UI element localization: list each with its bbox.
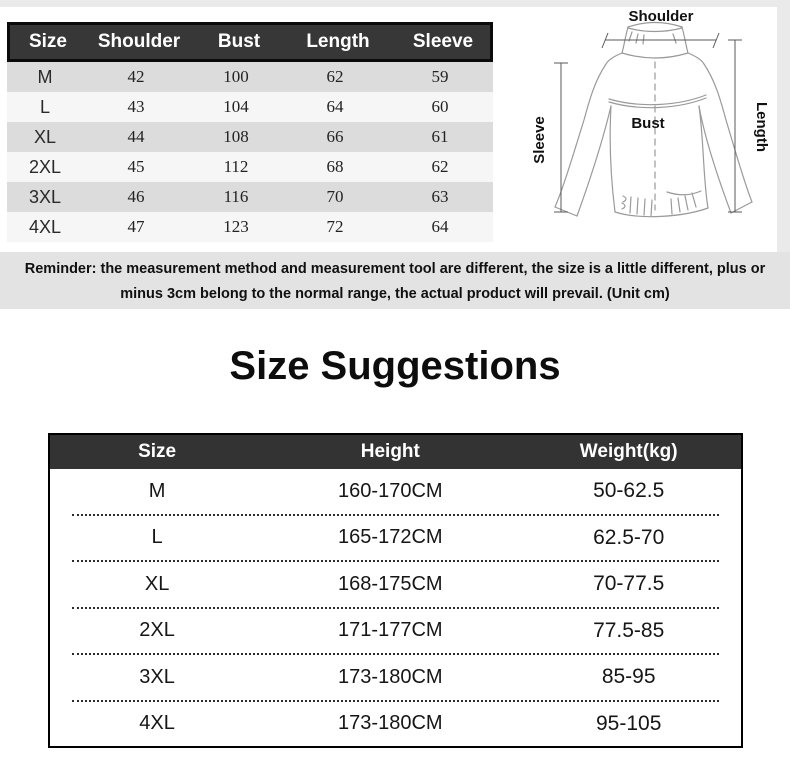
weight-value: 95-105	[595, 711, 662, 735]
height-value: 173-180CM	[338, 712, 443, 735]
size-value: 3XL	[28, 186, 62, 207]
bust-value: 112	[223, 157, 249, 176]
weight-value: 77.5-85	[593, 618, 665, 642]
col-size: Size	[28, 31, 68, 52]
length-value: 64	[326, 97, 344, 116]
sleeve-value: 62	[431, 157, 449, 176]
sleeve-value: 61	[431, 127, 449, 146]
shoulder-value: 46	[127, 187, 145, 206]
size-value: 2XL	[139, 619, 175, 642]
bust-value: 123	[223, 217, 249, 236]
suggestions-table-body	[50, 469, 741, 746]
bust-value: 104	[223, 97, 249, 116]
page-title: Size Suggestions	[229, 344, 561, 388]
table-row	[50, 609, 741, 654]
diagram-sleeve-label: Sleeve	[531, 116, 548, 164]
height-value: 173-180CM	[338, 665, 443, 688]
height-value: 171-177CM	[338, 619, 443, 642]
table-row	[7, 152, 493, 182]
length-value: 68	[326, 157, 344, 176]
bust-value: 116	[223, 187, 249, 206]
shoulder-value: 42	[127, 67, 145, 86]
size-value: XL	[144, 572, 170, 595]
length-value: 62	[326, 67, 344, 86]
bust-value: 100	[223, 67, 249, 86]
size-value: 4XL	[139, 712, 175, 735]
size-value: M	[148, 479, 166, 502]
weight-value: 62.5-70	[593, 525, 665, 549]
diagram-length-label: Length	[753, 102, 770, 152]
col-bust: Bust	[217, 31, 261, 52]
table-row	[7, 212, 493, 242]
reminder-line-2: minus 3cm belong to the normal range, the actual product will prevail. (Unit cm)	[120, 286, 670, 302]
sleeve-value: 60	[431, 97, 449, 116]
col-height: Height	[360, 441, 420, 462]
table-row	[7, 92, 493, 122]
sleeve-value: 59	[431, 67, 449, 86]
shoulder-value: 44	[127, 127, 145, 146]
diagram-shoulder-label: Shoulder	[628, 8, 694, 25]
length-value: 72	[326, 217, 344, 236]
suggestions-table-header	[50, 435, 741, 469]
diagram-bust-label: Bust	[631, 115, 665, 132]
weight-value: 50-62.5	[593, 479, 665, 503]
weight-value: 85-95	[601, 665, 656, 689]
col-weight: Weight(kg)	[579, 441, 678, 462]
table-row	[7, 182, 493, 212]
col-size: Size	[138, 441, 177, 462]
size-value: L	[39, 96, 50, 117]
height-value: 160-170CM	[338, 479, 443, 502]
shoulder-value: 47	[127, 217, 145, 236]
table-row	[7, 62, 493, 92]
size-value: XL	[33, 126, 57, 147]
sleeve-value: 63	[431, 187, 449, 206]
col-sleeve: Sleeve	[412, 31, 474, 52]
reminder-line-1: Reminder: the measurement method and measurement tool are different, the size is a little different, plus or	[24, 261, 766, 277]
jacket-measurement-diagram	[495, 0, 790, 252]
size-value: M	[37, 66, 53, 87]
col-length: Length	[306, 31, 370, 52]
bust-value: 108	[223, 127, 249, 146]
size-suggestions-table	[48, 433, 743, 748]
sleeve-value: 64	[431, 217, 449, 236]
measurement-table-header	[7, 22, 493, 62]
table-row	[50, 469, 741, 514]
shoulder-value: 43	[127, 97, 145, 116]
table-row	[50, 562, 741, 607]
table-row	[50, 516, 741, 561]
length-value: 70	[326, 187, 344, 206]
reminder-note	[0, 252, 790, 309]
size-value: 3XL	[139, 665, 175, 688]
weight-value: 70-77.5	[593, 572, 665, 596]
size-value: 2XL	[28, 156, 62, 177]
height-value: 168-175CM	[338, 572, 443, 595]
table-row	[50, 702, 741, 747]
shoulder-value: 45	[127, 157, 145, 176]
measurement-table	[7, 22, 493, 242]
height-value: 165-172CM	[338, 526, 443, 549]
size-value: 4XL	[28, 216, 62, 237]
table-row	[7, 122, 493, 152]
col-shoulder: Shoulder	[97, 31, 181, 52]
table-row	[50, 655, 741, 700]
length-value: 66	[326, 127, 344, 146]
jacket-line-drawing	[495, 0, 790, 252]
size-value: L	[151, 526, 163, 549]
